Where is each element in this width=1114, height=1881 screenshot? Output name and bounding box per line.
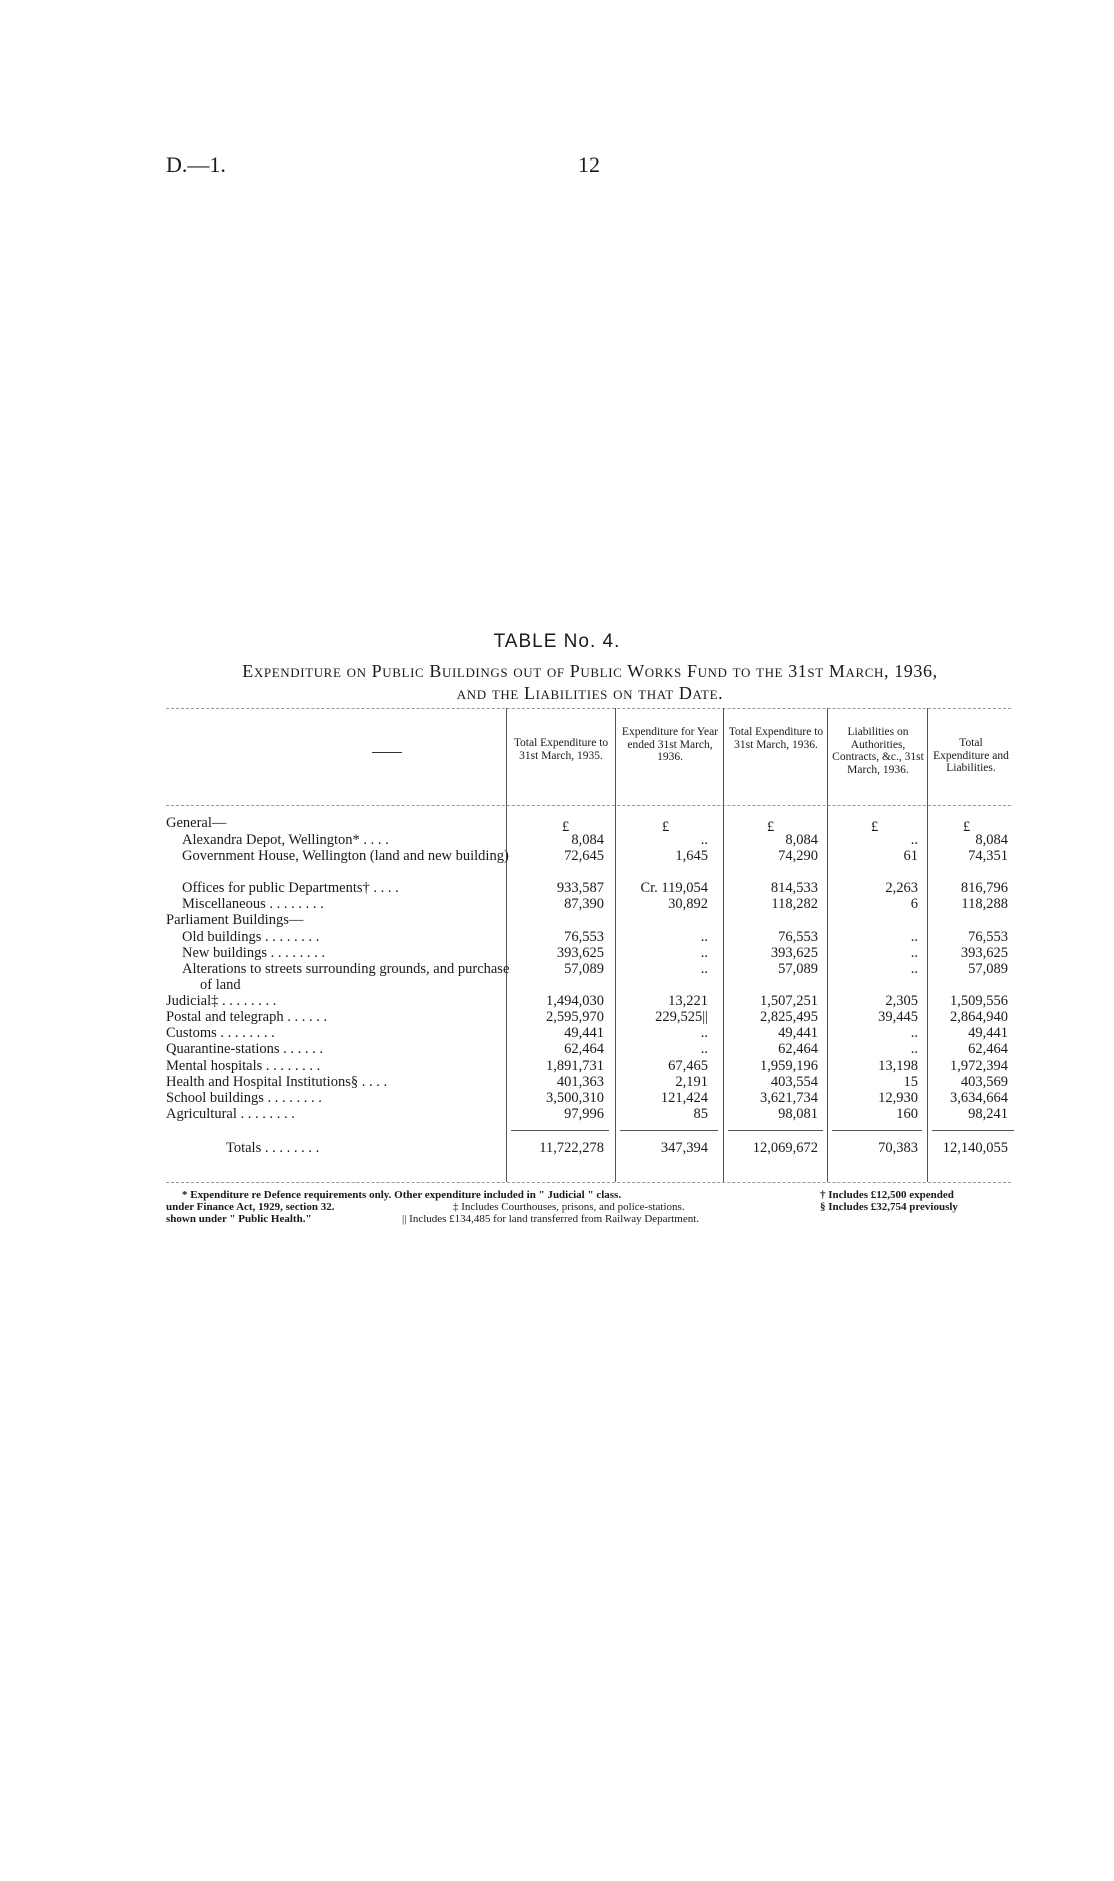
column-header: Liabilities on Authorities, Contracts, &c., 31st March, 1936. xyxy=(832,726,924,776)
row-label: Government House, Wellington (land and new building) xyxy=(182,848,509,864)
stub-header xyxy=(372,752,402,753)
table-cell: 393,625 xyxy=(556,945,604,961)
table-cell: 121,424 xyxy=(660,1090,708,1106)
currency-symbol: £ xyxy=(562,819,570,835)
table-cell: 814,533 xyxy=(770,880,818,896)
table-cell: .. xyxy=(700,945,708,961)
table-cell: .. xyxy=(700,1025,708,1041)
footnote: under Finance Act, 1929, section 32. xyxy=(166,1201,335,1213)
row-label: Judicial‡ . . . . . . . . xyxy=(166,993,277,1009)
totals-separator xyxy=(728,1130,823,1131)
row-label: Parliament Buildings— xyxy=(166,912,304,928)
footnote: || Includes £134,485 for land transferred from Railway Department. xyxy=(402,1213,700,1225)
table-cell: .. xyxy=(910,945,918,961)
table-cell: 2,191 xyxy=(675,1074,708,1090)
table-cell: 8,084 xyxy=(975,832,1008,848)
table-cell: .. xyxy=(910,929,918,945)
table-cell: 3,634,664 xyxy=(950,1090,1008,1106)
table-cell: .. xyxy=(700,961,708,977)
table-bottom-rule xyxy=(166,1182,1011,1183)
currency-symbol: £ xyxy=(963,819,971,835)
row-label: Quarantine-stations . . . . . . xyxy=(166,1041,324,1057)
row-label: School buildings . . . . . . . . xyxy=(166,1090,322,1106)
table-cell: 2,595,970 xyxy=(546,1009,604,1025)
currency-symbol: £ xyxy=(767,819,775,835)
table-cell: 98,081 xyxy=(778,1106,818,1122)
table-cell: 85 xyxy=(693,1106,708,1122)
table-cell: 816,796 xyxy=(960,880,1008,896)
totals-separator xyxy=(932,1130,1014,1131)
table-cell: 1,972,394 xyxy=(950,1058,1008,1074)
row-label: Mental hospitals . . . . . . . . xyxy=(166,1058,321,1074)
table-cell: 2,305 xyxy=(885,993,918,1009)
table-cell: 403,554 xyxy=(770,1074,818,1090)
footnote: § Includes £32,754 previously xyxy=(820,1201,958,1213)
page-number: 12 xyxy=(578,152,600,177)
row-label: Old buildings . . . . . . . . xyxy=(182,929,320,945)
table-cell: 1,509,556 xyxy=(950,993,1008,1009)
table-cell: 74,351 xyxy=(968,848,1008,864)
row-label: General— xyxy=(166,815,227,831)
totals-cell: 347,394 xyxy=(660,1140,708,1156)
table-cell: 98,241 xyxy=(968,1106,1008,1122)
row-label: Miscellaneous . . . . . . . . xyxy=(182,896,324,912)
totals-cell: 11,722,278 xyxy=(539,1140,604,1156)
table-cell: 13,221 xyxy=(668,993,708,1009)
totals-separator xyxy=(511,1130,609,1131)
totals-cell: 12,069,672 xyxy=(752,1140,818,1156)
table-caption-line2: and the Liabilities on that Date. xyxy=(456,683,724,703)
table-cell: .. xyxy=(910,1025,918,1041)
table-cell: 3,621,734 xyxy=(760,1090,818,1106)
table-cell: 76,553 xyxy=(778,929,818,945)
table-cell: 49,441 xyxy=(564,1025,604,1041)
table-top-rule xyxy=(166,708,1011,709)
row-label: Postal and telegraph . . . . . . xyxy=(166,1009,328,1025)
footnote: shown under " Public Health." xyxy=(166,1213,312,1225)
table-cell: 12,930 xyxy=(878,1090,918,1106)
header-bottom-rule xyxy=(166,805,1011,806)
table-cell: 62,464 xyxy=(564,1041,604,1057)
table-cell: .. xyxy=(910,961,918,977)
row-label: Offices for public Departments† . . . . xyxy=(182,880,399,896)
table-cell: 2,864,940 xyxy=(950,1009,1008,1025)
table-cell: 39,445 xyxy=(878,1009,918,1025)
table-cell: 76,553 xyxy=(564,929,604,945)
table-cell: 1,959,196 xyxy=(760,1058,818,1074)
table-cell: 61 xyxy=(903,848,918,864)
table-cell: 2,263 xyxy=(885,880,918,896)
currency-symbol: £ xyxy=(662,819,670,835)
totals-separator xyxy=(620,1130,718,1131)
footnote: * Expenditure re Defence requirements only. Other expenditure included in " Judicial " class. xyxy=(182,1189,622,1201)
table-cell: 8,084 xyxy=(785,832,818,848)
table-cell: 393,625 xyxy=(770,945,818,961)
table-cell: 401,363 xyxy=(556,1074,604,1090)
row-label: Alexandra Depot, Wellington* . . . . xyxy=(182,832,389,848)
table-cell: 62,464 xyxy=(778,1041,818,1057)
table-cell: 933,587 xyxy=(556,880,604,896)
table-cell: 13,198 xyxy=(878,1058,918,1074)
table-cell: .. xyxy=(700,929,708,945)
table-cell: Cr. 119,054 xyxy=(640,880,708,896)
column-header: Expenditure for Year ended 31st March, 1936. xyxy=(621,726,719,763)
table-cell: 1,645 xyxy=(675,848,708,864)
row-label: Alterations to streets surrounding grounds, and purchase of land xyxy=(182,961,510,993)
table-cell: 15 xyxy=(903,1074,918,1090)
table-cell: 87,390 xyxy=(564,896,604,912)
table-cell: 118,282 xyxy=(771,896,818,912)
table-cell: 229,525|| xyxy=(655,1009,708,1025)
row-label: Health and Hospital Institutions§ . . . . xyxy=(166,1074,388,1090)
table-cell: .. xyxy=(700,832,708,848)
row-label: Customs . . . . . . . . xyxy=(166,1025,275,1041)
row-label: Agricultural . . . . . . . . xyxy=(166,1106,295,1122)
table-cell: 49,441 xyxy=(968,1025,1008,1041)
table-cell: 72,645 xyxy=(564,848,604,864)
table-cell: 76,553 xyxy=(968,929,1008,945)
table-cell: 403,569 xyxy=(960,1074,1008,1090)
column-header: Total Expenditure to 31st March, 1936. xyxy=(728,726,824,751)
table-cell: 74,290 xyxy=(778,848,818,864)
header-ref: D.—1. xyxy=(166,152,226,177)
table-cell: 1,891,731 xyxy=(546,1058,604,1074)
table-cell: 3,500,310 xyxy=(546,1090,604,1106)
table-title: TABLE No. 4. xyxy=(493,631,621,652)
table-cell: 2,825,495 xyxy=(760,1009,818,1025)
table-cell: .. xyxy=(700,1041,708,1057)
row-label: New buildings . . . . . . . . xyxy=(182,945,325,961)
table-cell: 49,441 xyxy=(778,1025,818,1041)
footnote: † Includes £12,500 expended xyxy=(820,1189,954,1201)
totals-cell: 12,140,055 xyxy=(942,1140,1008,1156)
table-cell: 8,084 xyxy=(571,832,604,848)
totals-cell: 70,383 xyxy=(878,1140,918,1156)
table-cell: .. xyxy=(910,832,918,848)
table-cell: 62,464 xyxy=(968,1041,1008,1057)
footnote: ‡ Includes Courthouses, prisons, and police-stations. xyxy=(453,1201,685,1213)
table-caption-line1: Expenditure on Public Buildings out of Public Works Fund to the 31st March, 1936, xyxy=(242,661,938,681)
table-cell: 6 xyxy=(910,896,918,912)
totals-separator xyxy=(832,1130,922,1131)
table-cell: .. xyxy=(910,1041,918,1057)
table-cell: 67,465 xyxy=(668,1058,708,1074)
table-cell: 57,089 xyxy=(778,961,818,977)
table-cell: 57,089 xyxy=(564,961,604,977)
currency-symbol: £ xyxy=(871,819,879,835)
table-cell: 1,507,251 xyxy=(760,993,818,1009)
table-cell: 118,288 xyxy=(961,896,1008,912)
column-header: Total Expenditure and Liabilities. xyxy=(933,737,1009,774)
column-header: Total Expenditure to 31st March, 1935. xyxy=(513,737,609,762)
table-cell: 57,089 xyxy=(968,961,1008,977)
table-cell: 97,996 xyxy=(564,1106,604,1122)
table-cell: 393,625 xyxy=(960,945,1008,961)
table-cell: 1,494,030 xyxy=(546,993,604,1009)
table-cell: 30,892 xyxy=(668,896,708,912)
totals-label: Totals . . . . . . . . xyxy=(226,1140,320,1156)
table-cell: 160 xyxy=(896,1106,918,1122)
